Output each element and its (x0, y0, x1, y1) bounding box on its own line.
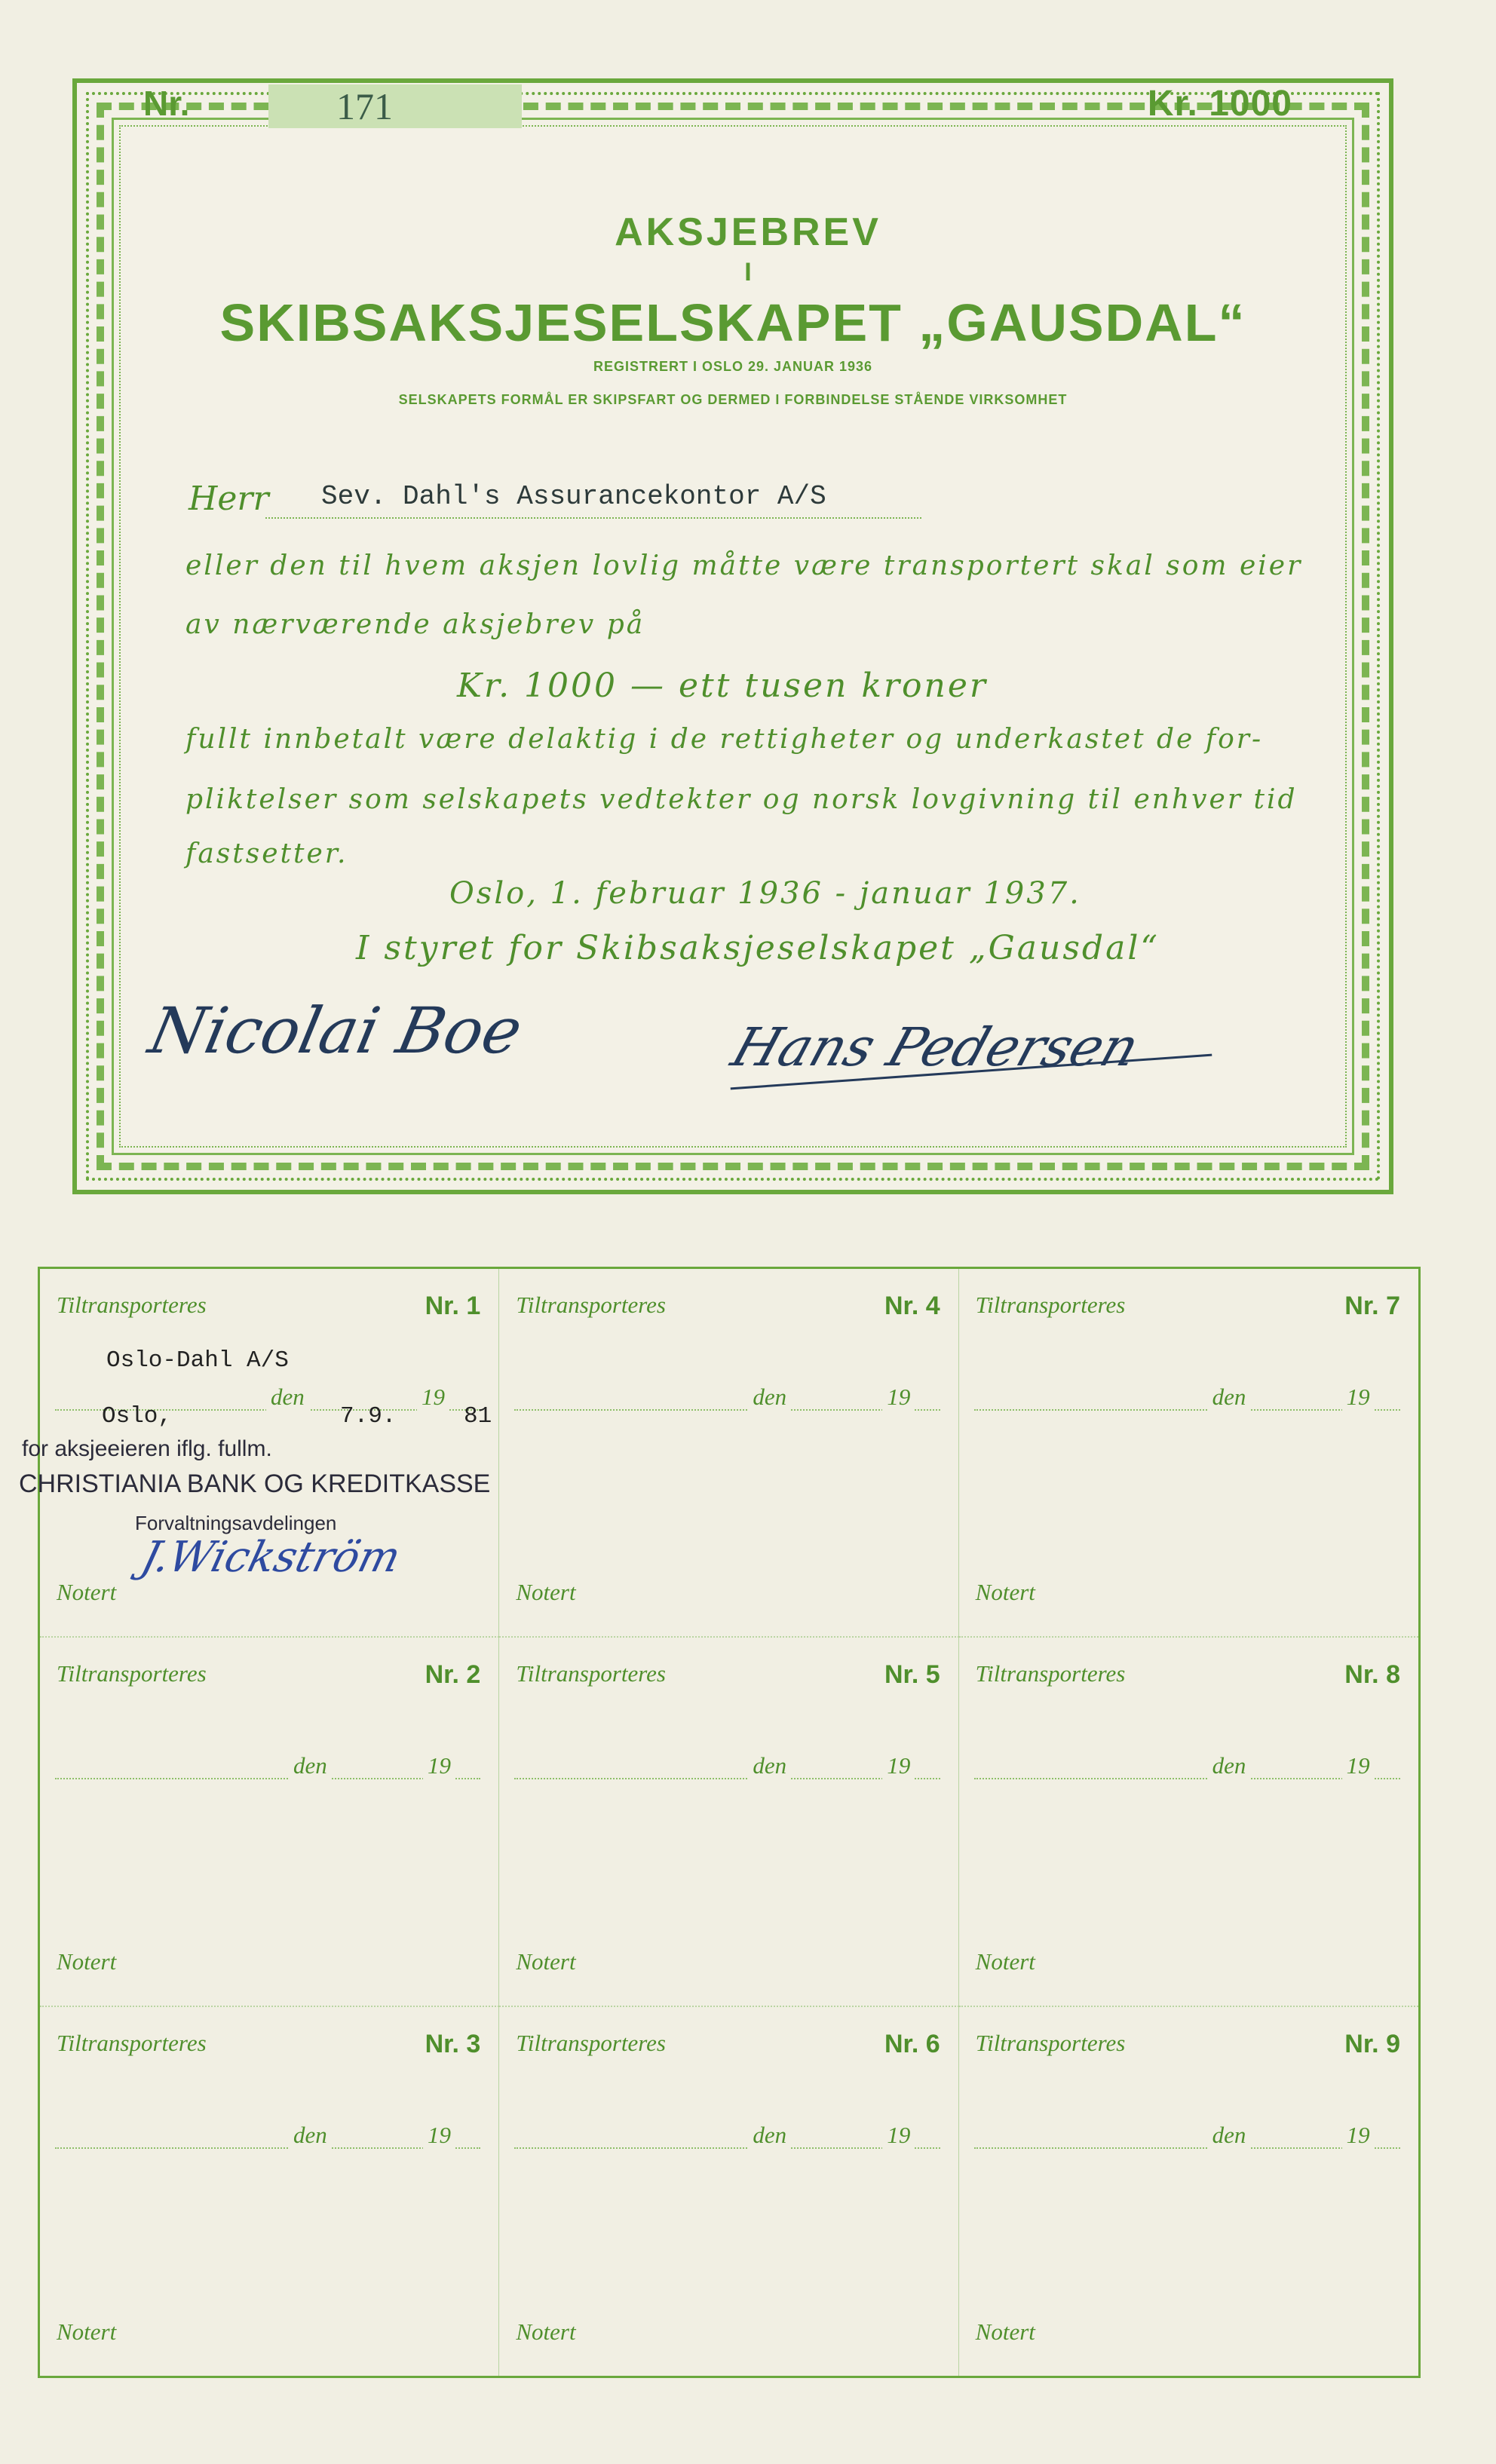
notert-label: Notert (516, 2318, 576, 2345)
transfer-label: Tiltransporteres (57, 1660, 207, 1687)
transfer-number: Nr. 7 (1344, 1292, 1400, 1320)
certificate-amount: Kr. 1000 (1147, 84, 1292, 124)
den-label: den (1208, 1752, 1251, 1779)
notert-label: Notert (975, 1579, 1035, 1606)
transfer-number: Nr. 1 (425, 1292, 481, 1320)
den-label: den (748, 1752, 791, 1779)
notert-label: Notert (57, 1579, 117, 1606)
transfer-label: Tiltransporteres (57, 2029, 207, 2056)
transfer-number: Nr. 2 (425, 1660, 481, 1690)
notert-label: Notert (975, 1948, 1035, 1975)
registration-note: REGISTRERT I OSLO 29. JANUAR 1936 (593, 359, 873, 374)
holder-underline (265, 517, 921, 519)
transfer-cell (959, 2007, 1418, 2376)
transfer-number: Nr. 3 (425, 2029, 481, 2058)
sum-line: Kr. 1000 — ett tusen kroner (457, 667, 988, 705)
transfer-cell (19, 1269, 499, 1638)
date-line (974, 2147, 1400, 2149)
den-label: den (266, 1384, 309, 1411)
den-label: den (289, 1752, 332, 1779)
transfer-number: Nr. 4 (884, 1292, 940, 1320)
transfer-label: Tiltransporteres (516, 1292, 666, 1318)
year-label: 19 (1342, 1752, 1375, 1779)
year-label: 19 (882, 1384, 915, 1411)
notert-label: Notert (57, 2318, 117, 2345)
transfer-label: Tiltransporteres (975, 1292, 1126, 1318)
year-label: 19 (423, 2122, 455, 2149)
number-label: Nr. (143, 84, 190, 123)
year-label: 19 (1342, 1384, 1375, 1411)
year-label: 19 (417, 1384, 449, 1411)
holder-name: Sev. Dahl's Assurancekontor A/S (321, 481, 826, 512)
notert-label: Notert (975, 2318, 1035, 2345)
transfer-place: Oslo, (102, 1403, 173, 1430)
transfer-grid (19, 1267, 1421, 2378)
transfer-cell (499, 1638, 958, 2006)
purpose-note: SELSKAPETS FORMÅL ER SKIPSFART OG DERMED I FORBINDELSE STÅENDE VIRKSOMHET (398, 392, 1068, 407)
year-label: 19 (882, 2122, 915, 2149)
body-line-1: eller den til hvem aksjen lovlig måtte være transportert skal som eier (185, 550, 1303, 581)
date-line (514, 1409, 940, 1411)
notert-label: Notert (516, 1948, 576, 1975)
transfer-label: Tiltransporteres (516, 1660, 666, 1687)
notert-label: Notert (516, 1579, 576, 1606)
title-i: I (744, 258, 752, 287)
transfer-cell (40, 1638, 499, 2006)
year-label: 19 (423, 1752, 455, 1779)
den-label: den (289, 2122, 332, 2149)
date-line (974, 1409, 1400, 1411)
company-name: SKIBSAKSJESELSKAPET „GAUSDAL“ (219, 293, 1246, 352)
transfer-label: Tiltransporteres (57, 1292, 207, 1318)
transfer-cell (499, 2007, 958, 2376)
date-line (55, 2147, 480, 2149)
signature-2: Hans Pedersen (724, 1016, 1147, 1078)
transfer-number: Nr. 6 (884, 2029, 940, 2058)
title-aksjebrev: AKSJEBREV (615, 210, 881, 254)
year-label: 19 (1342, 2122, 1375, 2149)
stamp-line-1: for aksjeeieren iflg. fullm. (22, 1436, 272, 1461)
transfer-number: Nr. 5 (884, 1660, 940, 1690)
transfer-label: Tiltransporteres (516, 2029, 666, 2056)
date-line (514, 2147, 940, 2149)
stamp-department: Forvaltningsavdelingen (135, 1512, 337, 1534)
date-line (514, 1778, 940, 1779)
board-line: I styret for Skibsaksjeselskapet „Gausdal“ (356, 929, 1160, 967)
transfer-cell (959, 1269, 1418, 1638)
body-line-2: av nærværende aksjebrev på (185, 609, 645, 640)
transfer-recipient: Oslo-Dahl A/S (106, 1347, 289, 1374)
date-line (974, 1778, 1400, 1779)
herr-label: Herr (189, 480, 269, 518)
transfer-signature: J.Wickström (136, 1533, 406, 1582)
place-date: Oslo, 1. februar 1936 - januar 1937. (449, 876, 1081, 911)
transfer-cell (959, 1638, 1418, 2006)
transfer-year: 81 (464, 1403, 492, 1430)
transfer-date: 7.9. (340, 1403, 397, 1430)
certificate-number: 171 (336, 85, 393, 127)
den-label: den (1208, 2122, 1251, 2149)
date-line (55, 1778, 480, 1779)
transfer-number: Nr. 9 (1344, 2029, 1400, 2058)
stamp-bank: CHRISTIANIA BANK OG KREDITKASSE (19, 1470, 491, 1498)
den-label: den (748, 1384, 791, 1411)
transfer-label: Tiltransporteres (975, 1660, 1126, 1687)
den-label: den (748, 2122, 791, 2149)
notert-label: Notert (57, 1948, 117, 1975)
year-label: 19 (882, 1752, 915, 1779)
signature-1: Nicolai Boe (143, 994, 529, 1068)
number-box (268, 84, 522, 128)
transfer-cell (499, 1269, 958, 1638)
transfer-cell (40, 2007, 499, 2376)
body-line-5: fastsetter. (185, 838, 348, 869)
transfer-number: Nr. 8 (1344, 1660, 1400, 1690)
body-line-3: fullt innbetalt være delaktig i de rettigheter og underkastet de for- (185, 724, 1264, 755)
body-line-4: pliktelser som selskapets vedtekter og norsk lovgivning til enhver tid (185, 784, 1298, 815)
den-label: den (1208, 1384, 1251, 1411)
transfer-label: Tiltransporteres (975, 2029, 1126, 2056)
